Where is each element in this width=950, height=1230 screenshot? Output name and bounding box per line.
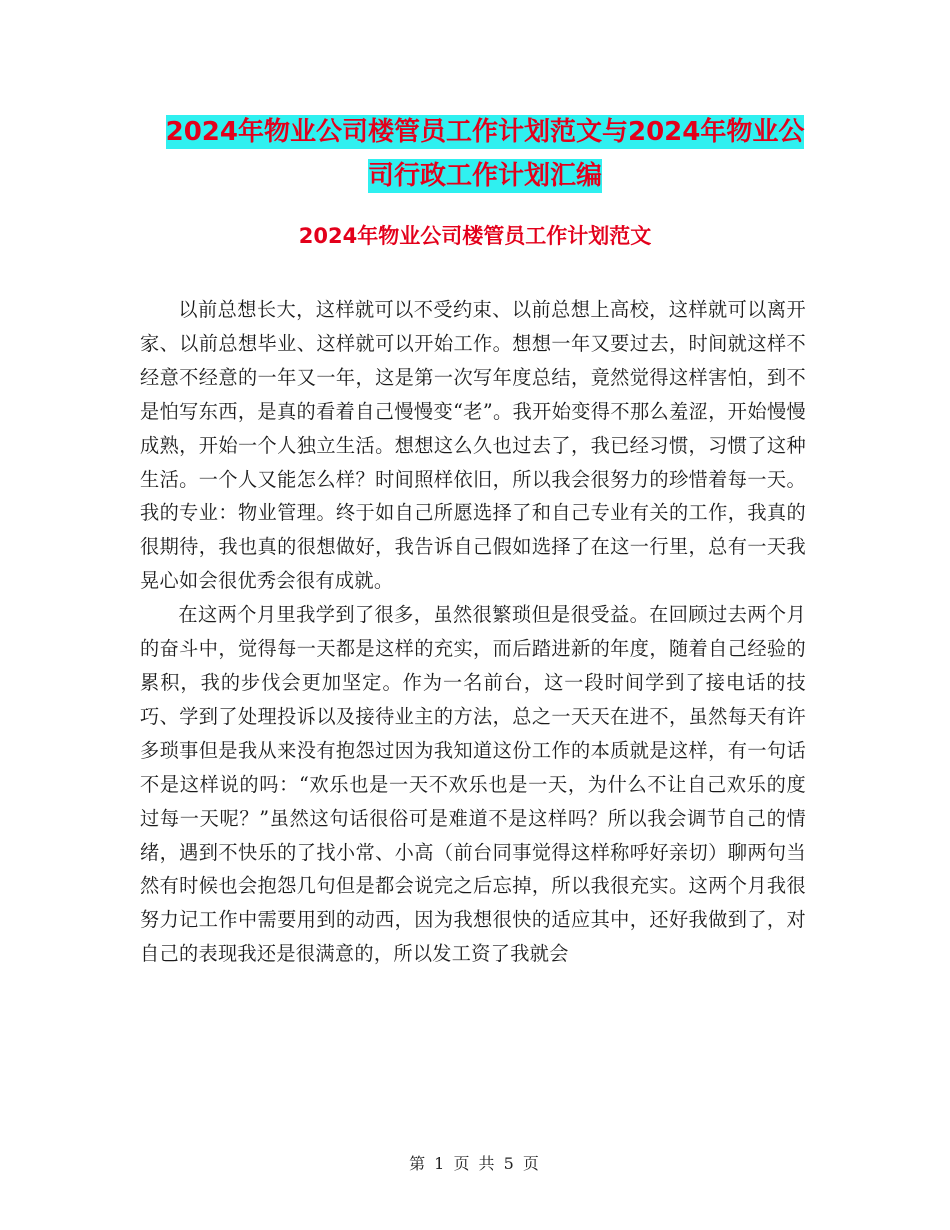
body-paragraph-2: 在这两个月里我学到了很多，虽然很繁琐但是很受益。在回顾过去两个月的奋斗中，觉得每一天都是这样的充实，而后踏进新的年度，随着自己经验的累积，我的步伐会更加坚定。作为一名前台，这一段时间学到了接电话的技巧、学到了处理投诉以及接待业主的方法，总之一天天在进不，虽然每天有许多琐事但是我从来没有抱怨过因为我知道这份工作的本质就是这样，有一句话不是这样说的吗：“欢乐也是一天不欢乐也是一天，为什么不让自己欢乐的度过每一天呢？”虽然这句话很俗可是难道不是这样吗？所以我会调节自己的情绪，遇到不快乐的了找小常、小高（前台同事觉得这样称呼好亲切）聊两句当然有时候也会抱怨几句但是都会说完之后忘掉，所以我很充实。这两个月我很努力记工作中需要用到的动西，因为我想很快的适应其中，还好我做到了，对自己的表现我还是很满意的，所以发工资了我就会 <box>140 603 806 966</box>
document-body <box>140 293 806 971</box>
section-title: 2024年物业公司楼管员工作计划范文 <box>298 224 652 248</box>
document-title-line1: 2024年物业公司楼管员工作计划范文与2024年物业公 <box>165 117 805 147</box>
document-title <box>140 110 830 198</box>
page-footer: 第 1 页 共 5 页 <box>409 1154 541 1173</box>
document-title-line2: 司行政工作计划汇编 <box>367 161 602 191</box>
body-paragraph-1: 以前总想长大，这样就可以不受约束、以前总想上高校，这样就可以离开家、以前总想毕业、这样就可以开始工作。想想一年又要过去，时间就这样不经意不经意的一年又一年，这是第一次写年度总结，竟然觉得这样害怕，到不是怕写东西，是真的看着自己慢慢变“老”。我开始变得不那么羞涩，开始慢慢成熟，开始一个人独立生活。想想这么久也过去了，我已经习惯，习惯了这种生活。一个人又能怎么样？时间照样依旧，所以我会很努力的珍惜着每一天。我的专业：物业管理。终于如自己所愿选择了和自己专业有关的工作，我真的很期待，我也真的很想做好，我告诉自己假如选择了在这一行里，总有一天我晃心如会很优秀会很有成就。 <box>140 298 806 593</box>
